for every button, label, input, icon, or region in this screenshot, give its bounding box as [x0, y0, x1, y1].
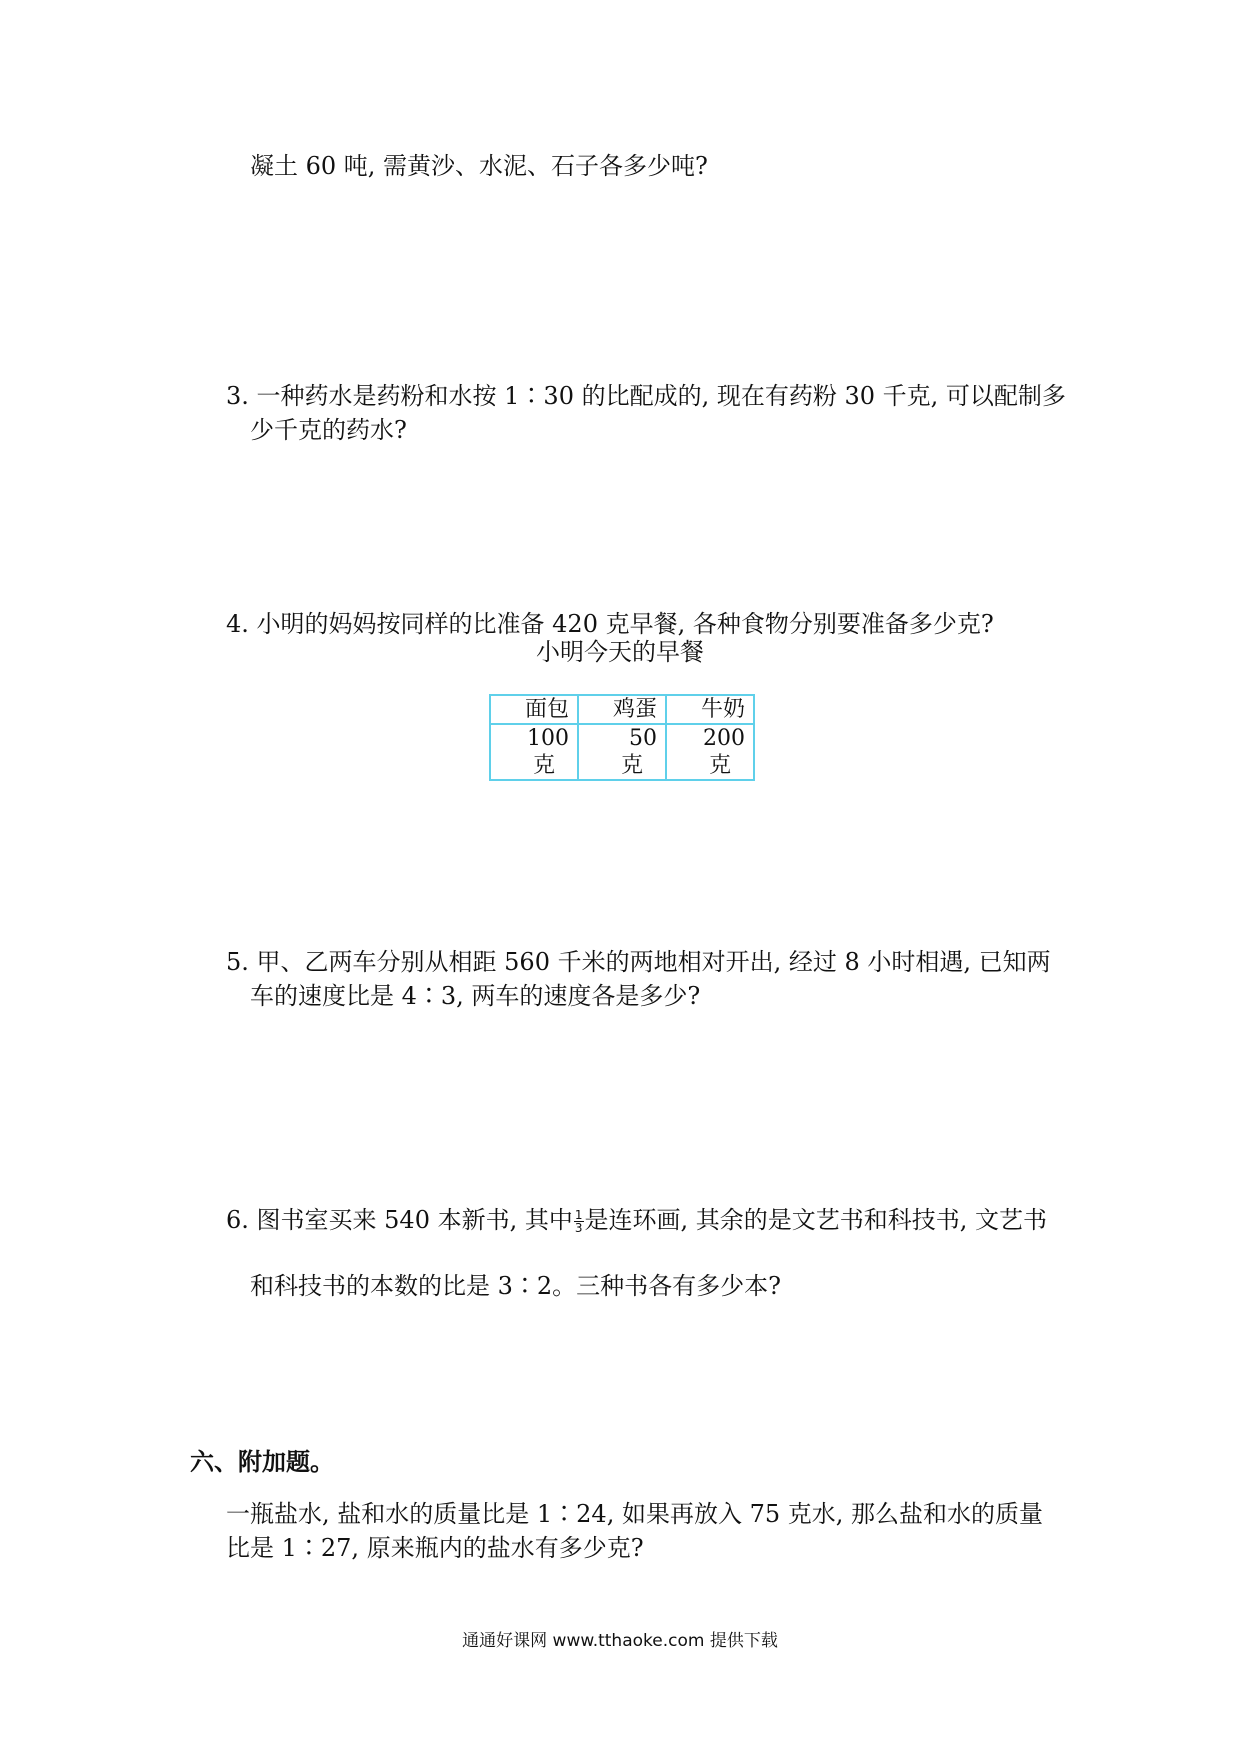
breakfast-table [489, 694, 755, 781]
q6-text-before: 6. 图书室买来 540 本新书, 其中 [226, 1206, 573, 1234]
unit-milk: 克 [708, 753, 731, 778]
bonus-line-2: 比是 1∶27, 原来瓶内的盐水有多少克? [226, 1534, 644, 1562]
table-header-row [490, 695, 754, 724]
fraction-denominator: 3 [574, 1221, 583, 1235]
fraction-numerator: 1 [574, 1208, 583, 1222]
q5-line-1: 5. 甲、乙两车分别从相距 560 千米的两地相对开出, 经过 8 小时相遇, 已知两 [226, 948, 1051, 976]
value-bread: 100 [527, 726, 569, 751]
value-egg: 50 [629, 726, 657, 751]
q3-line-2: 少千克的药水? [250, 416, 407, 444]
unit-bread: 克 [532, 753, 555, 778]
q5-line-2: 车的速度比是 4∶3, 两车的速度各是多少? [250, 982, 701, 1010]
header-milk: 牛奶 [666, 695, 754, 724]
bonus-line-1: 一瓶盐水, 盐和水的质量比是 1∶24, 如果再放入 75 克水, 那么盐和水的质量 [226, 1500, 1044, 1528]
header-egg: 鸡蛋 [578, 695, 666, 724]
footer-credit: 通通好课网 www.tthaoke.com 提供下载 [462, 1631, 778, 1651]
fraction-one-third [574, 1209, 584, 1234]
q6-line-1 [226, 1204, 1047, 1236]
section-heading: 六、附加题。 [190, 1448, 334, 1476]
cell-egg [578, 724, 666, 780]
q2-continuation: 凝土 60 吨, 需黄沙、水泥、石子各多少吨? [250, 152, 708, 180]
table-row [490, 724, 754, 780]
table-caption: 小明今天的早餐 [536, 638, 704, 666]
q6-text-after: 是连环画, 其余的是文艺书和科技书, 文艺书 [584, 1206, 1048, 1234]
q3-line-1: 3. 一种药水是药粉和水按 1∶30 的比配成的, 现在有药粉 30 千克, 可以配制多 [226, 382, 1066, 410]
cell-milk [666, 724, 754, 780]
q6-line-2: 和科技书的本数的比是 3∶2。三种书各有多少本? [250, 1272, 782, 1300]
cell-bread [490, 724, 578, 780]
q4-line-1: 4. 小明的妈妈按同样的比准备 420 克早餐, 各种食物分别要准备多少克? [226, 610, 994, 638]
unit-egg: 克 [620, 753, 643, 778]
value-milk: 200 [703, 726, 745, 751]
header-bread: 面包 [490, 695, 578, 724]
